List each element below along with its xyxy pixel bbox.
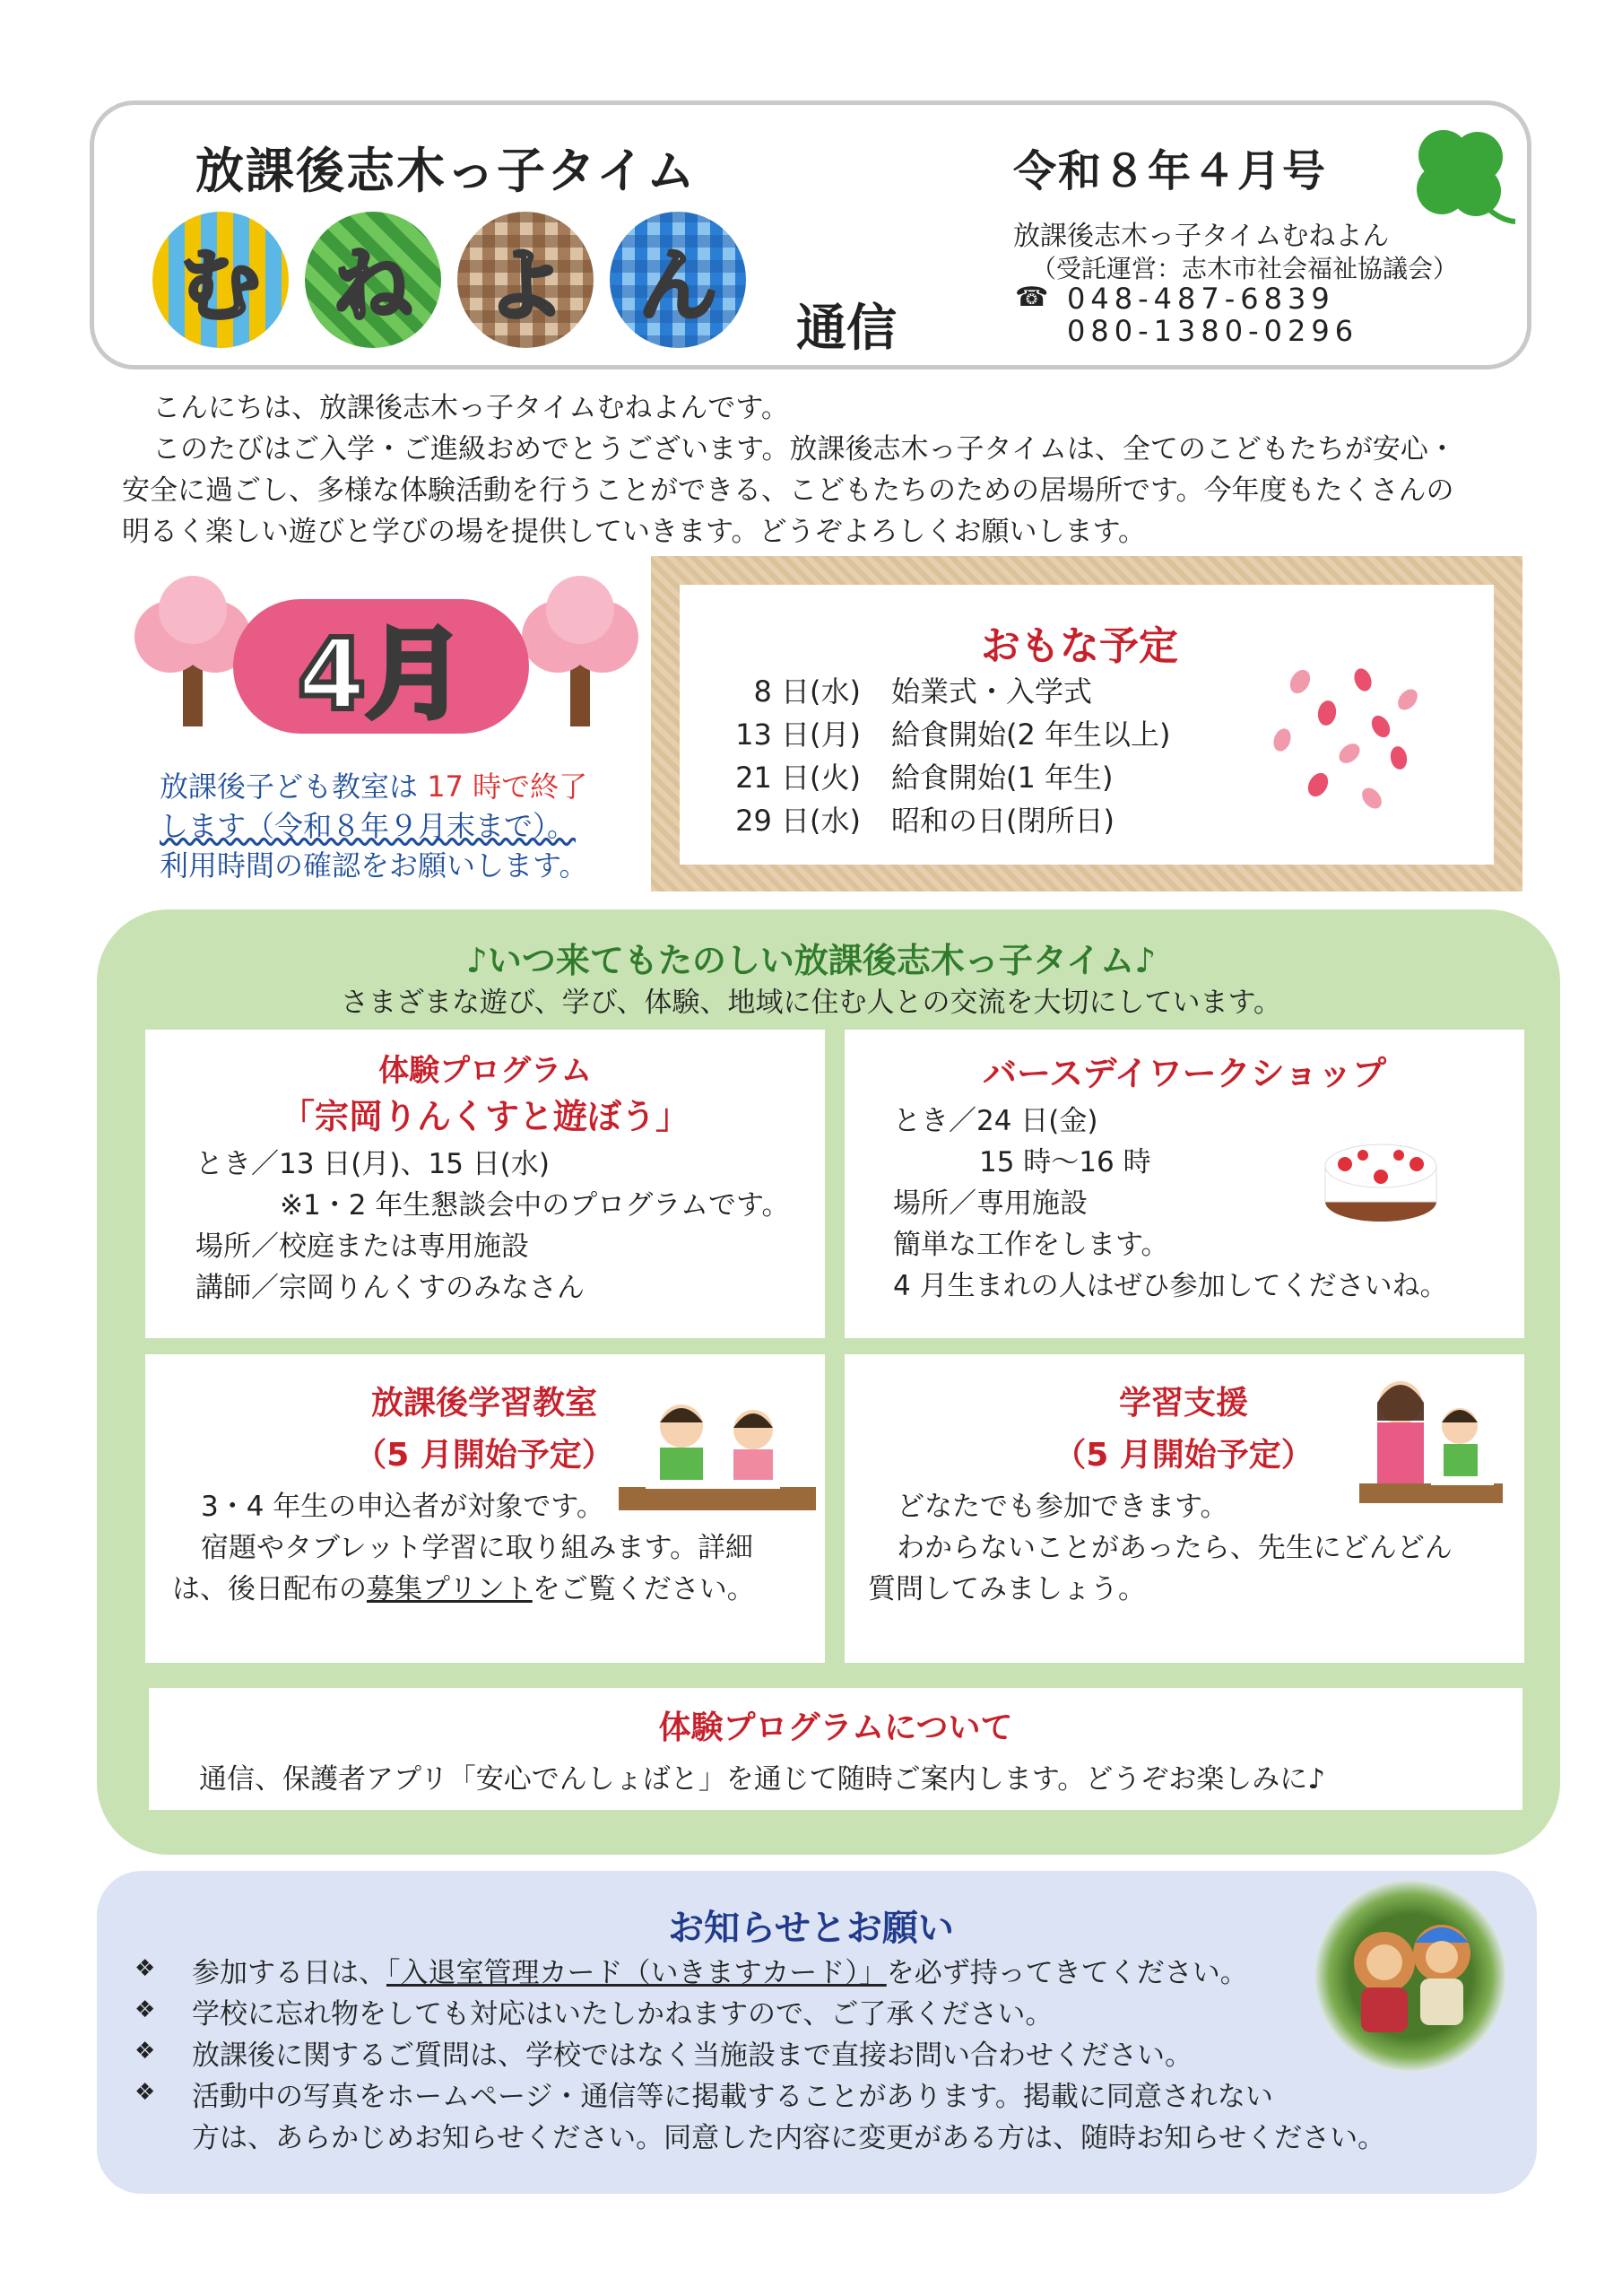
- logo-char-n: ん: [610, 212, 746, 348]
- org-title: 放課後志木っ子タイム: [195, 143, 697, 199]
- schedule-date: 8 日(水): [753, 674, 861, 709]
- notice-line: 活動中の写真をホームページ・通信等に掲載することがあります。掲載に同意されない: [192, 2081, 1273, 2113]
- program-subtitle: 「宗岡りんくすと遊ぼう」: [280, 1097, 690, 1136]
- intro-line: こんにちは、放課後志木っ子タイムむねよんです。: [152, 392, 789, 424]
- phone-number-1: 048-487-6839: [1067, 282, 1335, 316]
- study-line: 3・4 年生の申込者が対象です。: [201, 1491, 604, 1523]
- program-line: 講師／宗岡りんくすのみなさん: [195, 1272, 585, 1304]
- entry-card-emphasis: 「入退室管理カード（いきますカード）」: [386, 1957, 887, 1989]
- mascot-photo: [1314, 1880, 1506, 2072]
- birthday-cake-icon: [1318, 1112, 1444, 1229]
- students-studying-icon: [619, 1381, 816, 1516]
- hours-notice-prefix: 放課後子ども教室は: [160, 770, 419, 804]
- april-badge: [233, 599, 529, 734]
- intro-line: 明るく楽しい遊びと学びの場を提供していきます。どうぞよろしくお願いします。: [122, 516, 1147, 548]
- logo-char-yo: よ: [457, 212, 594, 348]
- support-line: わからないことがあったら、先生にどんどん: [897, 1532, 1453, 1564]
- bullet-icon: ❖: [134, 1955, 156, 1982]
- birthday-title: バースデイワークショップ: [983, 1054, 1386, 1093]
- hours-notice-line1: [160, 764, 587, 805]
- schedule-event: 給食開始(2 年生以上): [891, 718, 1171, 752]
- bullet-icon: ❖: [134, 2079, 156, 2106]
- birthday-line: 場所／専用施設: [893, 1187, 1088, 1220]
- birthday-line: 15 時～16 時: [979, 1146, 1151, 1178]
- notice-line: 方は、あらかじめお知らせください。同意した内容に変更がある方は、随時お知らせください。: [192, 2122, 1386, 2154]
- notice-line: 放課後に関するご質問は、学校ではなく当施設まで直接お問い合わせください。: [192, 2039, 1193, 2072]
- recruitment-print-link: 募集プリント: [367, 1573, 533, 1605]
- bullet-icon: ❖: [134, 2038, 156, 2065]
- logo-char-ne: ね: [305, 212, 441, 348]
- study-line: 宿題やタブレット学習に取り組みます。詳細: [201, 1532, 753, 1564]
- april-badge-text: 4月: [297, 617, 465, 732]
- birthday-line: とき／24 日(金): [893, 1105, 1098, 1137]
- schedule-event: 始業式・入学式: [891, 674, 1093, 709]
- program-line: とき／13 日(月)、15 日(水): [195, 1148, 550, 1180]
- petals-icon: [1264, 664, 1435, 825]
- newsletter-label: 通信: [796, 300, 897, 358]
- schedule-date: 13 日(月): [735, 718, 861, 752]
- issue-date: 令和８年４月号: [1013, 146, 1328, 196]
- support-line: 質問してみましょう。: [868, 1573, 1146, 1605]
- notice-line: 学校に忘れ物をしても対応はいたしかねますので、ご了承ください。: [192, 1998, 1054, 2031]
- logo-char-mu: む: [152, 212, 289, 348]
- support-title: 学習支援: [1118, 1385, 1248, 1422]
- mascot-dolls-icon: [1314, 1880, 1506, 2072]
- program-line: 場所／校庭または専用施設: [195, 1231, 529, 1263]
- support-line: どなたでも参加できます。: [897, 1491, 1228, 1523]
- birthday-line: 4 月生まれの人はぜひ参加してくださいね。: [893, 1270, 1448, 1302]
- clover-icon: [1399, 121, 1524, 238]
- study-line-part: は、後日配布の: [172, 1573, 367, 1605]
- support-subtitle: （5 月開始予定）: [1054, 1437, 1314, 1474]
- birthday-line: 簡単な工作をします。: [893, 1229, 1169, 1261]
- schedule-date: 29 日(水): [735, 804, 861, 838]
- notice-line: [192, 1950, 1248, 1990]
- notice-line-part: を必ず持ってきてください。: [886, 1957, 1248, 1989]
- study-line-part: をご覧ください。: [532, 1573, 755, 1605]
- hours-notice-line3: 利用時間の確認をお願いします。: [160, 848, 588, 883]
- schedule-event: 昭和の日(閉所日): [891, 804, 1115, 838]
- about-title: 体験プログラムについて: [658, 1709, 1013, 1746]
- schedule-date: 21 日(火): [735, 761, 861, 795]
- contact-operator: （受託運営：志木市社会福祉協議会）: [1031, 254, 1459, 283]
- program-title: 体験プログラム: [378, 1053, 592, 1089]
- activities-title: ♪いつ来てもたのしい放課後志木っ子タイム♪: [465, 941, 1157, 980]
- cherry-tree-right-icon: [513, 574, 647, 735]
- schedule-title: おもな予定: [981, 623, 1178, 669]
- study-line: [172, 1566, 755, 1606]
- contact-name: 放課後志木っ子タイムむねよん: [1013, 221, 1390, 252]
- notices-title: お知らせとお願い: [668, 1908, 954, 1949]
- hours-notice-time: 17 時で終了: [427, 770, 588, 804]
- about-text: 通信、保護者アプリ「安心でんしょばと」を通じて随時ご案内します。どうぞお楽しみに♪: [199, 1763, 1326, 1796]
- notice-line-part: 参加する日は、: [192, 1957, 386, 1989]
- bullet-icon: ❖: [134, 1996, 156, 2023]
- phone-icon: ☎: [1015, 282, 1049, 313]
- hours-notice-line2: します（令和８年９月末まで）。: [160, 809, 577, 843]
- study-subtitle: （5 月開始予定）: [354, 1437, 614, 1474]
- intro-line: このたびはご入学・ご進級おめでとうございます。放課後志木っ子タイムは、全てのこどもたちが安心・: [152, 433, 1456, 465]
- activities-subtitle: さまざまな遊び、学び、体験、地域に住む人との交流を大切にしています。: [340, 987, 1282, 1019]
- phone-number-2: 080-1380-0296: [1067, 314, 1359, 348]
- teacher-helping-icon: [1350, 1367, 1512, 1510]
- study-title: 放課後学習教室: [370, 1385, 597, 1422]
- program-line: ※1・2 年生懇談会中のプログラムです。: [280, 1189, 790, 1222]
- intro-line: 安全に過ごし、多様な体験活動を行うことができる、こどもたちのための居場所です。今年度もたくさんの: [122, 474, 1454, 507]
- schedule-event: 給食開始(1 年生): [891, 761, 1114, 795]
